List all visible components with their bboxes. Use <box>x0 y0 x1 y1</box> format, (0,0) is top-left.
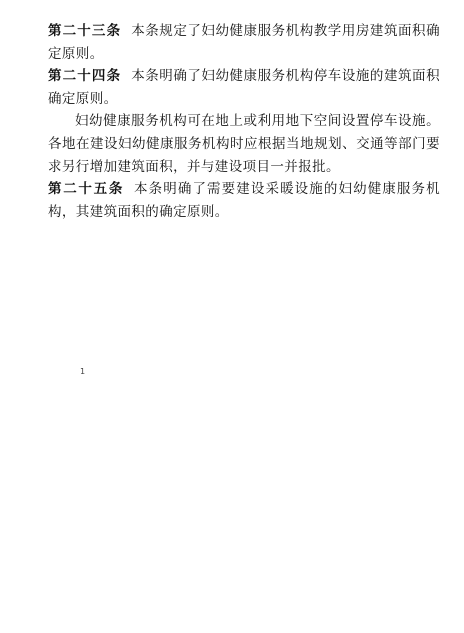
page-mark: 1 <box>80 367 86 376</box>
article-25-text: 本条明确了需要建设采暖设施的妇幼健康服务机构，其建筑面积的确定原则。 <box>48 181 441 220</box>
article-23-text: 本条规定了妇幼健康服务机构教学用房建筑面积确定原则。 <box>48 23 440 62</box>
article-24-detail-text: 妇幼健康服务机构可在地上或利用地下空间设置停车设施。各地在建设妇幼健康服务机构时应根据当地规划、交通等部门要求另行增加建筑面积，并与建设项目一并报批。 <box>48 113 440 175</box>
article-23 <box>48 20 440 65</box>
article-24-detail <box>48 110 440 178</box>
article-24 <box>48 65 440 110</box>
article-24-label: 第二十四条 <box>48 68 122 85</box>
article-23-label: 第二十三条 <box>48 23 122 39</box>
document-body <box>48 20 440 223</box>
article-25-label: 第二十五条 <box>48 181 125 198</box>
article-24-text: 本条明确了妇幼健康服务机构停车设施的建筑面积确定原则。 <box>48 68 440 107</box>
article-25 <box>48 178 440 223</box>
